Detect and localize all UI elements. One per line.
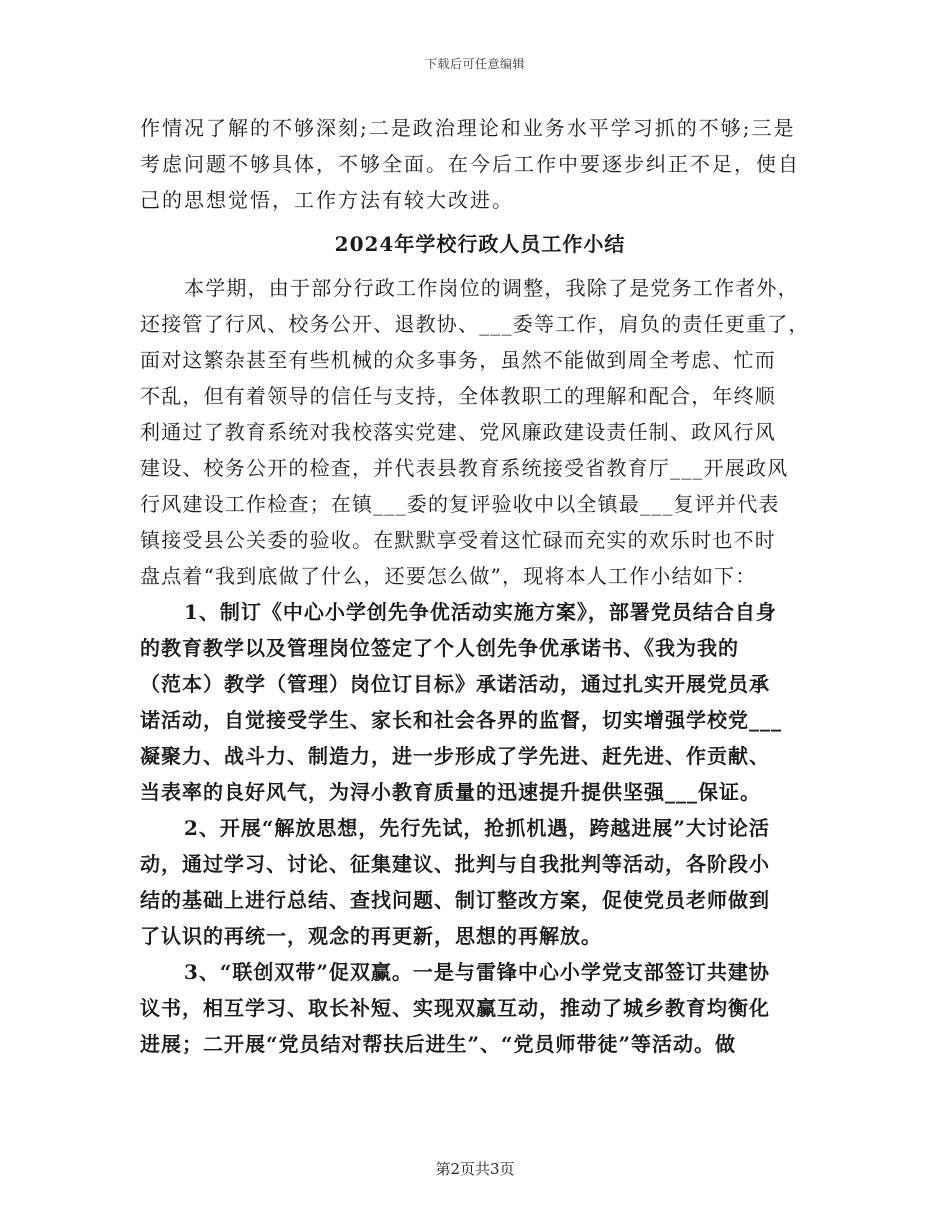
body-line: 镇接受县公关委的验收。在默默享受着这忙碌而充实的欢乐时也不时 <box>140 528 776 552</box>
header-note: 下载后可任意编辑 <box>424 57 525 71</box>
item-3-line: 进展；二开展“党员结对帮扶后进生”、“党员师带徒”等活动。做 <box>140 1032 737 1056</box>
item-1-line: 1、制订《中心小学创先争优活动实施方案》，部署党员结合自身 <box>184 600 777 624</box>
body-line: 不乱，但有着领导的信任与支持，全体教职工的理解和配合，年终顺 <box>140 384 776 408</box>
body-line: 行风建设工作检查；在镇___委的复评验收中以全镇最___复评并代表 <box>140 492 780 516</box>
item-2-line: 了认识的再统一，观念的再更新，思想的再解放。 <box>140 924 602 948</box>
body-line: 利通过了教育系统对我校落实党建、党风廉政建设责任制、政风行风 <box>140 420 776 444</box>
body-line: 己的思想觉悟，工作方法有较大改进。 <box>140 188 514 212</box>
document-title: 2024年学校行政人员工作小结 <box>334 232 626 256</box>
body-line: 本学期，由于部分行政工作岗位的调整，我除了是党务工作者外， <box>184 276 799 300</box>
body-line: 还接管了行风、校务公开、退教协、___委等工作，肩负的责任更重了， <box>140 312 810 336</box>
item-1-line: 诺活动，自觉接受学生、家长和社会各界的监督，切实增强学校党___ <box>140 708 782 732</box>
body-line: 作情况了解的不够深刻;二是政治理论和业务水平学习抓的不够;三是 <box>140 116 796 140</box>
item-2-line: 2、开展“解放思想，先行先试，抢抓机遇，跨越进展”大讨论活 <box>184 816 770 840</box>
item-3-line: 3、“联创双带”促双赢。一是与雷锋中心小学党支部签订共建协 <box>184 960 770 984</box>
item-2-line: 结的基础上进行总结、查找问题、制订整改方案，促使党员老师做到 <box>140 888 770 912</box>
page-number: 第2页共3页 <box>435 1160 515 1178</box>
document-body <box>140 110 820 1062</box>
item-1-line: 凝聚力、战斗力、制造力，进一步形成了学先进、赶先进、作贡献、 <box>140 744 770 768</box>
item-1-line: 当表率的良好风气，为浔小教育质量的迅速提升提供坚强___保证。 <box>140 780 761 804</box>
body-line: 建设、校务公开的检查，并代表县教育系统接受省教育厅___开展政风 <box>140 456 789 480</box>
body-line: 考虑问题不够具体，不够全面。在今后工作中要逐步纠正不足，使自 <box>140 152 800 176</box>
item-1-line: （范本）教学（管理）岗位订目标》承诺活动，通过扎实开展党员承 <box>140 672 770 696</box>
body-line: 盘点着“我到底做了什么，还要怎么做”，现将本人工作小结如下： <box>140 564 757 588</box>
item-1-line: 的教育教学以及管理岗位签定了个人创先争优承诺书、《我为我的 <box>140 636 739 660</box>
body-line: 面对这繁杂甚至有些机械的众多事务，虽然不能做到周全考虑、忙而 <box>140 348 776 372</box>
item-3-line: 议书，相互学习、取长补短、实现双赢互动，推动了城乡教育均衡化 <box>140 996 770 1020</box>
item-2-line: 动，通过学习、讨论、征集建议、批判与自我批判等活动，各阶段小 <box>140 852 770 876</box>
